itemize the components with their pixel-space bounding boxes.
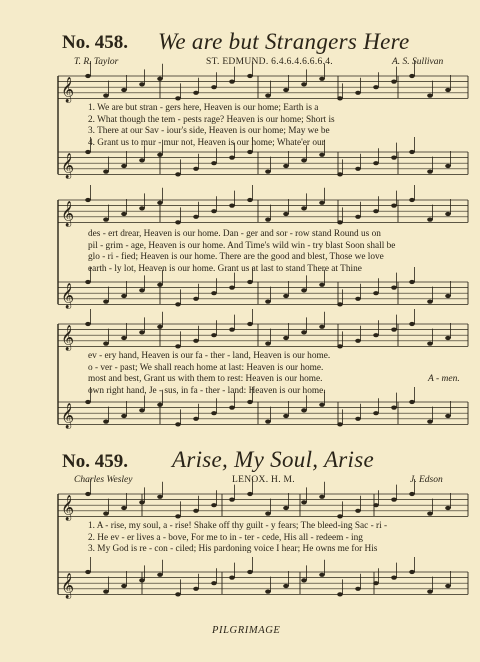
hymn-458-composer: A. S. Sullivan: [392, 57, 444, 67]
lyric-line: des - ert drear, Heaven is our home. Dan - ger and sor - row stand Round us on: [88, 229, 381, 239]
lyric-line: 4. Grant us to mur - mur not, Heaven is our home; Whate'er our: [88, 137, 325, 148]
lyric-line: o - ver - past; We shall reach home at last: Heaven is our home.: [88, 362, 324, 373]
hymn-458-author: T. R. Taylor: [74, 57, 119, 67]
hymn-458-tune: ST. EDMUND. 6.4.6.4.6.6.6.4.: [206, 57, 333, 67]
hymn-458-number: No. 458.: [62, 32, 128, 53]
hymn-458-system-1-lyrics: [88, 103, 335, 149]
hymn-459-tune: LENOX. H. M.: [232, 475, 295, 485]
lyric-line: most and best, Grant us with them to rest: Heaven is our home.: [88, 374, 323, 385]
lyric-line: glo - ri - fied; Heaven is our home. There are the good and blest, Those we love: [88, 252, 384, 263]
staff-459-1-bass: [58, 557, 468, 598]
lyric-line: 1. A - rise, my soul, a - rise! Shake off thy guilt - y fears; The bleed-ing Sac - ri -: [88, 521, 388, 531]
hymn-458-title: We are but Strangers Here: [158, 29, 410, 54]
svg-text:𝄞: 𝄞: [61, 325, 75, 351]
svg-text:𝄞: 𝄞: [61, 283, 75, 309]
hymn-459-number: No. 459.: [62, 451, 128, 472]
lyric-line: 3. There at our Sav - iour's side, Heaven is our home; May we be: [88, 126, 330, 137]
lyric-line: earth - ly lot, Heaven is our home. Grant us at last to stand There at Thine: [88, 263, 362, 274]
hymn-459-system-1-lyrics: [88, 521, 387, 556]
staff-458-1-treble: [58, 61, 468, 102]
svg-text:𝄞: 𝄞: [61, 495, 75, 521]
lyric-line: 2. What though the tem - pests rage? Heaven is our home; Short is: [88, 114, 335, 125]
staff-459-1-treble: [58, 479, 468, 520]
amen-label: A - men.: [428, 374, 460, 384]
svg-text:𝄞: 𝄞: [61, 403, 75, 429]
hymn-459-title: Arise, My Soul, Arise: [172, 447, 374, 472]
hymn-459-author: Charles Wesley: [74, 475, 133, 485]
lyric-line: 1. We are but stran - gers here, Heaven is our home; Earth is a: [88, 103, 319, 113]
hymn-458-system-2-lyrics: [88, 229, 395, 275]
svg-text:𝄞: 𝄞: [61, 77, 75, 103]
hymn-458-system-3-lyrics: [88, 351, 330, 397]
staff-458-3-treble: [58, 309, 468, 350]
lyric-line: 2. He ev - er lives a - bove, For me to in - ter - cede, His all - redeem - ing: [88, 532, 363, 543]
lyric-line: pil - grim - age, Heaven is our home. And Time's wild win - try blast Soon shall be: [88, 240, 396, 251]
hymn-459-composer: J. Edson: [410, 475, 443, 485]
svg-text:𝄞: 𝄞: [61, 573, 75, 599]
svg-text:𝄞: 𝄞: [61, 201, 75, 227]
svg-text:𝄞: 𝄞: [61, 153, 75, 179]
lyric-line: 3. My God is re - con - ciled; His pardoning voice I hear; He owns me for His: [88, 544, 378, 555]
page-footer: PILGRIMAGE: [212, 625, 281, 636]
staff-458-2-treble: [58, 185, 468, 226]
lyric-line: own right hand, Je - sus, in fa - ther - land: Heaven is our home.: [88, 385, 326, 396]
lyric-line: ev - ery hand, Heaven is our fa - ther - land, Heaven is our home.: [88, 351, 331, 361]
